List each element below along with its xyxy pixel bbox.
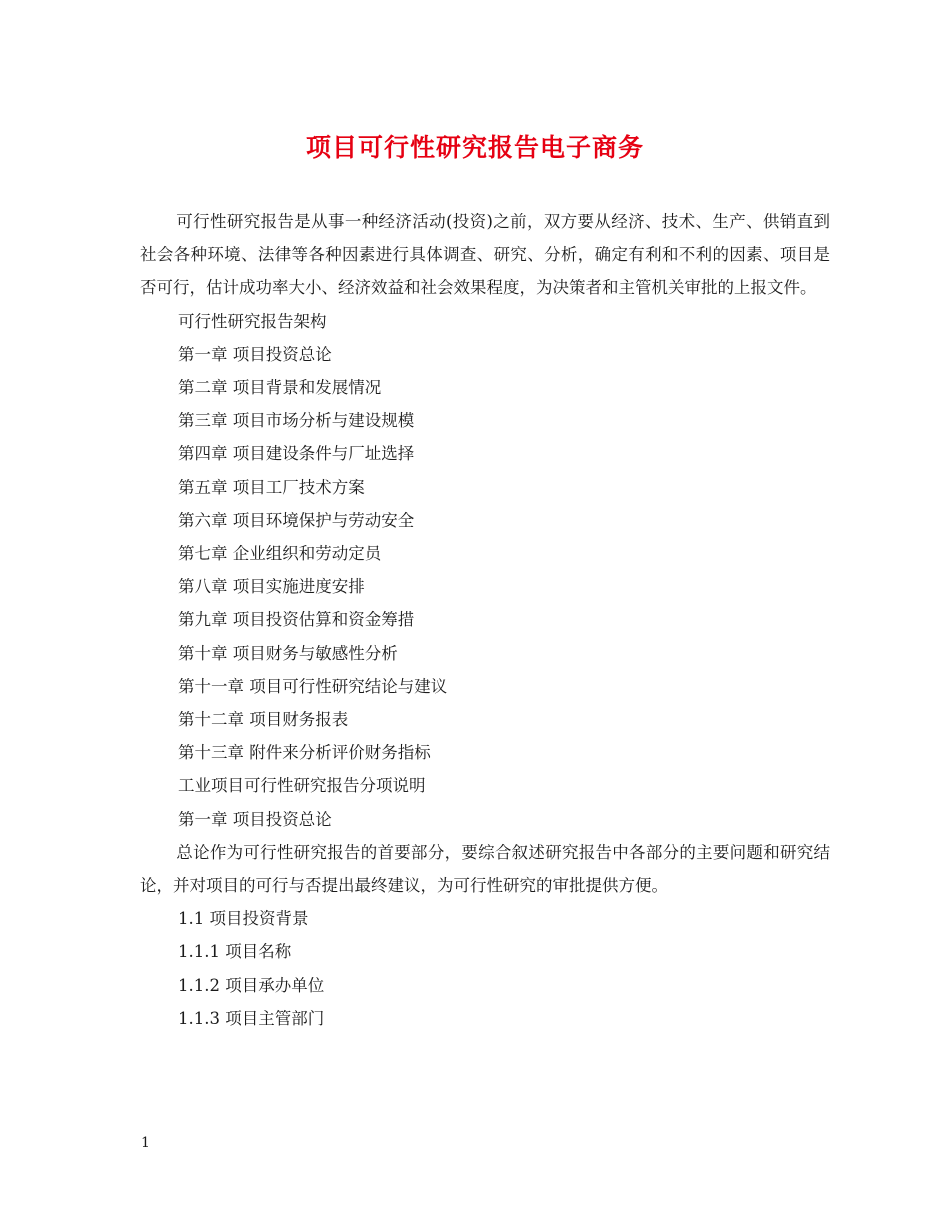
chapter-one-heading: 第一章 项目投资总论 [178, 809, 332, 829]
subsection-line: 1.1.1 项目名称 [178, 942, 292, 962]
chapter-line: 第九章 项目投资估算和资金筹措 [178, 610, 415, 630]
subsection-line: 1.1.2 项目承办单位 [178, 975, 325, 995]
chapter-line: 第十三章 附件来分析评价财务指标 [178, 743, 431, 763]
chapter-line: 第十章 项目财务与敏感性分析 [178, 643, 398, 663]
section-heading: 工业项目可行性研究报告分项说明 [178, 776, 426, 796]
document-title: 项目可行性研究报告电子商务 [305, 133, 644, 162]
chapter-line: 第六章 项目环境保护与劳动安全 [178, 510, 415, 530]
chapter-line: 第二章 项目背景和发展情况 [178, 378, 382, 398]
chapter-line: 第十一章 项目可行性研究结论与建议 [178, 676, 448, 696]
outline-heading: 可行性研究报告架构 [178, 311, 327, 331]
chapter-line: 第三章 项目市场分析与建设规模 [178, 411, 415, 431]
subsection-line: 1.1 项目投资背景 [178, 909, 309, 929]
chapter-line: 第十二章 项目财务报表 [178, 710, 349, 730]
summary-paragraph: 总论作为可行性研究报告的首要部分，要综合叙述研究报告中各部分的主要问题和研究结论，并对项目的可行与否提出最终建议，为可行性研究的审批提供方便。 [140, 842, 830, 896]
chapter-line: 第四章 项目建设条件与厂址选择 [178, 444, 415, 464]
chapter-line: 第五章 项目工厂技术方案 [178, 477, 365, 497]
page-number: 1 [141, 1135, 150, 1151]
subsection-line: 1.1.3 项目主管部门 [178, 1008, 325, 1028]
intro-paragraph: 可行性研究报告是从事一种经济活动(投资)之前，双方要从经济、技术、生产、供销直到社会各种环境、法律等各种因素进行具体调查、研究、分析，确定有利和不利的因素、项目是否可行，估计成功率大小、经济效益和社会效果程度，为决策者和主管机关审批的上报文件。 [140, 212, 830, 298]
chapter-line: 第八章 项目实施进度安排 [178, 577, 365, 597]
chapter-line: 第七章 企业组织和劳动定员 [178, 544, 382, 564]
chapter-line: 第一章 项目投资总论 [178, 344, 332, 364]
document-body [140, 205, 830, 1035]
